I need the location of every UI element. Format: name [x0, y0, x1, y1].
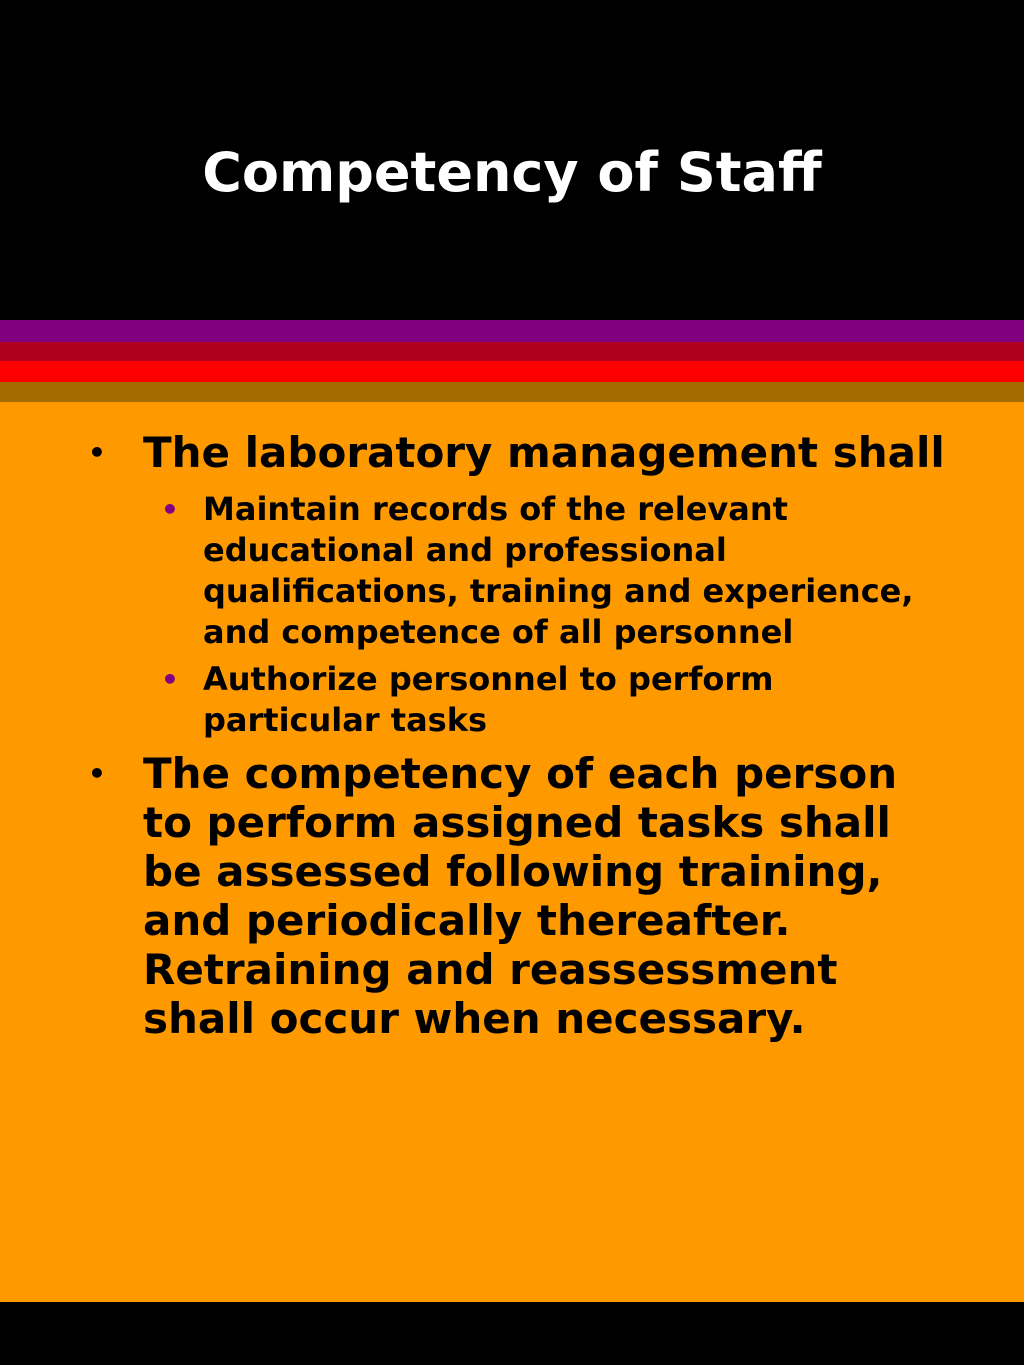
- footer-bar: [0, 1302, 1024, 1365]
- sub-bullet-dot-icon: •: [161, 663, 179, 696]
- sub-bullet-item: [143, 489, 948, 653]
- title-area: [0, 0, 1024, 320]
- bullet-text: The competency of each person to perform assigned tasks shall be assessed following training, and periodically thereafter. Retraining and reassessment shall occur when necessary.: [143, 749, 898, 1043]
- slide-title: Competency of Staff: [202, 141, 822, 204]
- stripe-purple: [0, 320, 1024, 342]
- stripe-crimson: [0, 342, 1024, 361]
- sub-bullet-dot-icon: •: [161, 493, 179, 526]
- bullet-list: [88, 428, 948, 1043]
- sub-bullet-text: Authorize personnel to perform particular tasks: [203, 660, 774, 739]
- stripe-brown: [0, 382, 1024, 402]
- bullet-text: The laboratory management shall: [143, 428, 945, 477]
- bullet-item: [88, 428, 948, 741]
- sub-bullet-item: [143, 659, 948, 741]
- sub-bullet-text: Maintain records of the relevant educational and professional qualifications, training and experience, and competence of all personnel: [203, 490, 914, 651]
- bullet-item: [88, 749, 948, 1043]
- sub-bullet-list: [143, 489, 948, 741]
- stripe-red: [0, 361, 1024, 382]
- bullet-dot-icon: •: [88, 757, 106, 790]
- bullet-dot-icon: •: [88, 436, 106, 469]
